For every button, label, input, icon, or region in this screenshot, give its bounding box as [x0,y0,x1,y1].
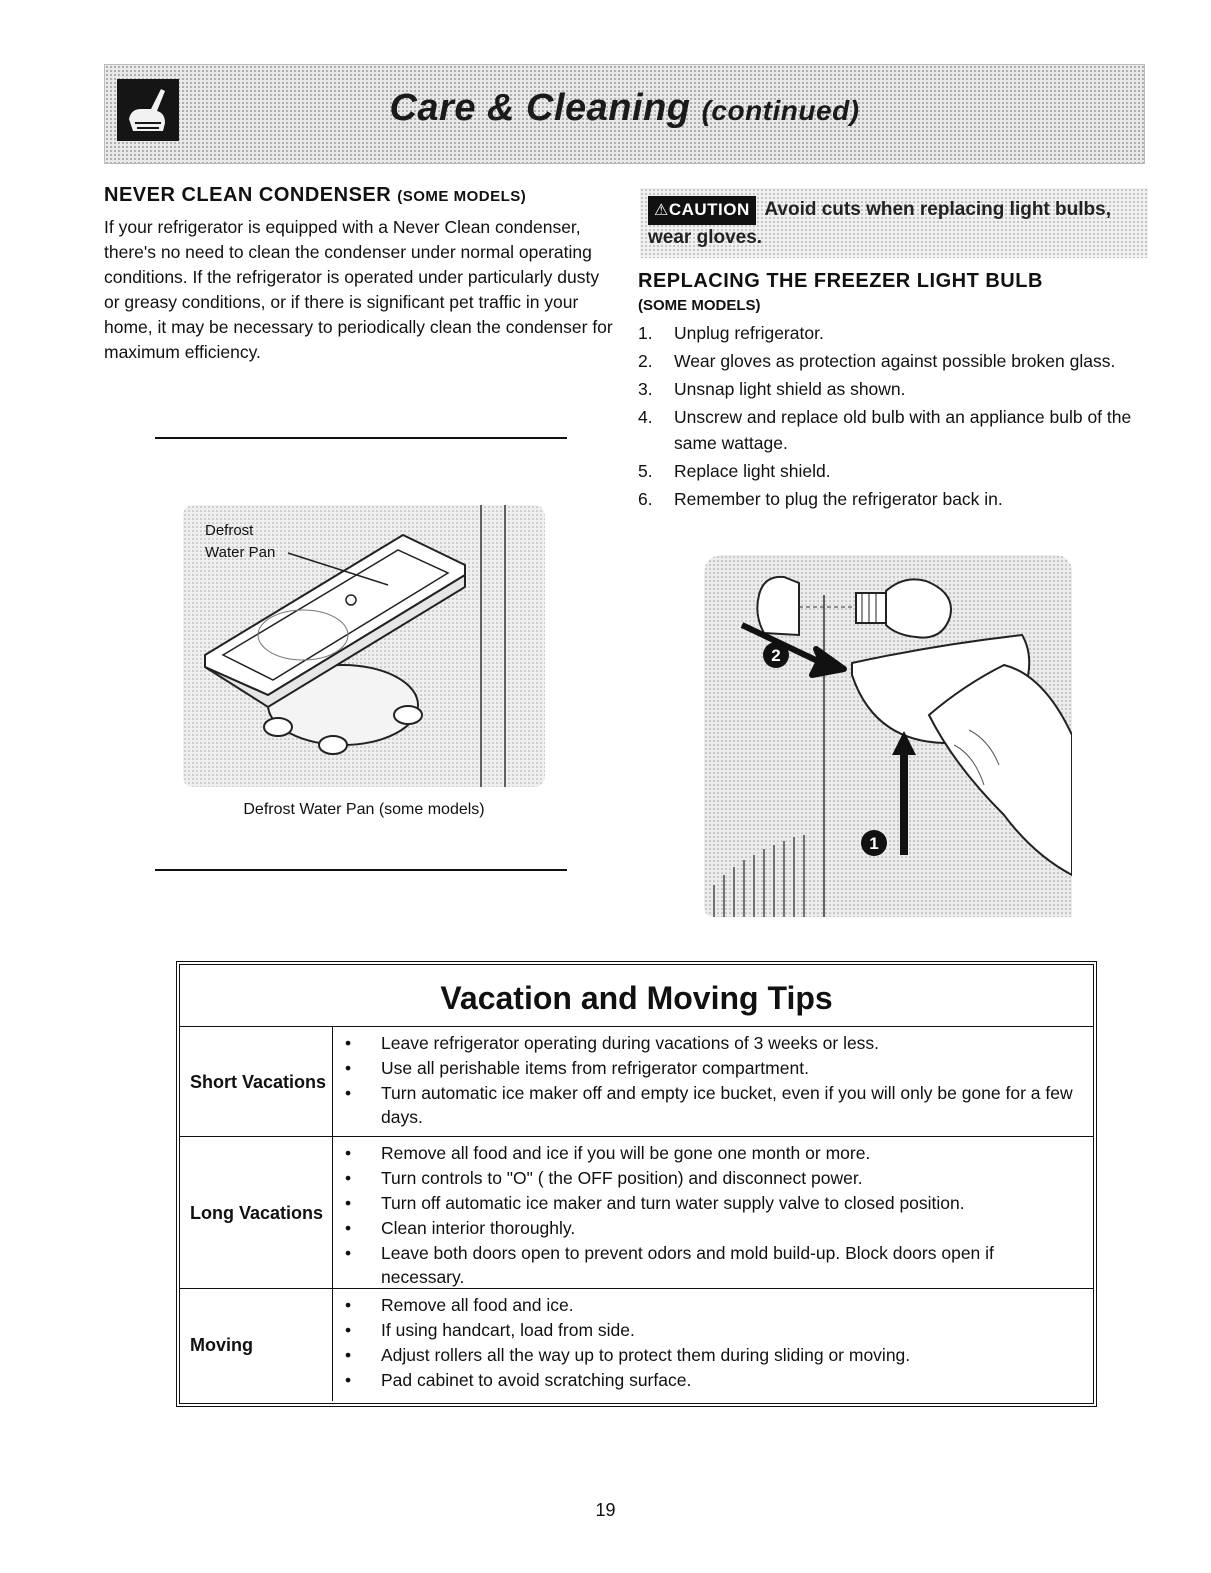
page-title-main: Care & Cleaning [389,87,691,129]
step-number: 3. [638,379,653,399]
page-title-subtitle: (continued) [701,95,860,126]
list-item [343,1081,1081,1129]
bullet-icon: • [345,1058,352,1078]
step-text: Unsnap light shield as shown. [674,379,906,399]
step-number: 5. [638,461,653,481]
list-item [343,1343,1081,1367]
list-item [343,1216,1081,1240]
step-number: 4. [638,407,653,427]
pan-label-line2: Water Pan [205,544,276,561]
list-item [343,1166,1081,1190]
step-item [638,486,1148,512]
tip-text: Turn off automatic ice maker and turn water supply valve to closed position. [381,1193,965,1213]
figure-marker-2: 2 [771,646,781,665]
bullet-icon: • [345,1143,352,1163]
condenser-heading-main: NEVER CLEAN CONDENSER [104,184,392,206]
light-bulb-replacement-illustration [704,555,1072,917]
step-number: 1. [638,323,653,343]
caution-box [640,188,1148,258]
warning-triangle-icon: ⚠ [654,202,669,219]
caution-badge-text: CAUTION [668,200,750,219]
bullet-icon: • [345,1193,352,1213]
step-text: Remember to plug the refrigerator back in. [674,489,1003,509]
light-bulb-section [638,270,1148,514]
list-item [343,1031,1081,1055]
bullet-icon: • [345,1370,352,1390]
condenser-heading-small: (SOME MODELS) [397,188,527,205]
row-tips-list [333,1137,1093,1288]
tip-text: Turn automatic ice maker off and empty ice bucket, even if you will only be gone for a few days. [381,1083,1073,1127]
bullet-icon: • [345,1345,352,1365]
bullet-icon: • [345,1033,352,1053]
tip-text: Pad cabinet to avoid scratching surface. [381,1370,692,1390]
pan-label-line1: Defrost [205,522,254,539]
bullet-icon: • [345,1218,352,1238]
step-text: Unplug refrigerator. [674,323,824,343]
tip-text: If using handcart, load from side. [381,1320,635,1340]
list-item [343,1056,1081,1080]
table-row-short-vacations [180,1027,1093,1137]
condenser-section [104,184,614,365]
tip-text: Remove all food and ice. [381,1295,574,1315]
step-item [638,348,1148,374]
divider-rule-bottom [155,869,567,871]
list-item [343,1293,1081,1317]
row-label: Short Vacations [180,1027,333,1136]
bullet-icon: • [345,1168,352,1188]
caution-badge [648,196,756,225]
bullet-icon: • [345,1083,352,1103]
step-number: 6. [638,489,653,509]
vacation-table-title: Vacation and Moving Tips [180,965,1093,1027]
bullet-icon: • [345,1320,352,1340]
page-number: 19 [595,1500,616,1520]
tip-text: Leave refrigerator operating during vacations of 3 weeks or less. [381,1033,880,1053]
tip-text: Use all perishable items from refrigerator compartment. [381,1058,809,1078]
pan-figure-caption: Defrost Water Pan (some models) [243,801,485,818]
tip-text: Remove all food and ice if you will be gone one month or more. [381,1143,871,1163]
divider-rule-top [155,437,567,439]
step-text: Unscrew and replace old bulb with an appliance bulb of the same wattage. [674,407,1132,453]
light-bulb-heading: REPLACING THE FREEZER LIGHT BULB [638,270,1043,292]
table-row-long-vacations [180,1137,1093,1289]
condenser-heading [104,184,614,207]
condenser-paragraph: If your refrigerator is equipped with a Never Clean condenser, there's no need to clean the condenser under normal operating conditions. If the refrigerator is operated under particularly dusty or greasy conditions, or if there is significant pet traffic in your home, it may be necessary to periodically clean the condenser for maximum efficiency. [104,217,613,362]
row-tips-list [333,1289,1093,1401]
caution-text: Avoid cuts when replacing light bulbs, wear gloves. [648,199,1111,248]
defrost-water-pan-illustration [183,505,545,787]
step-item [638,320,1148,346]
row-label: Long Vacations [180,1137,333,1288]
table-row-moving [180,1289,1093,1401]
bullet-icon: • [345,1295,352,1315]
tip-text: Adjust rollers all the way up to protect them during sliding or moving. [381,1345,911,1365]
list-item [343,1241,1081,1289]
light-bulb-subheading: (SOME MODELS) [638,297,761,314]
light-bulb-steps [638,320,1148,512]
step-item [638,376,1148,402]
vacation-moving-tips-table [176,961,1097,1407]
list-item [343,1368,1081,1392]
row-tips-list [333,1027,1093,1136]
tip-text: Leave both doors open to prevent odors and mold build-up. Block doors open if necessary. [381,1243,994,1287]
page-title [105,87,1144,130]
bullet-icon: • [345,1243,352,1263]
figure-marker-1: 1 [869,834,879,853]
step-number: 2. [638,351,653,371]
list-item [343,1318,1081,1342]
step-item [638,458,1148,484]
step-text: Wear gloves as protection against possible broken glass. [674,351,1116,371]
tip-text: Turn controls to "O" ( the OFF position) and disconnect power. [381,1168,863,1188]
tip-text: Clean interior thoroughly. [381,1218,576,1238]
row-label: Moving [180,1289,333,1401]
list-item [343,1141,1081,1165]
step-item [638,404,1148,456]
page-header-banner [104,64,1145,164]
list-item [343,1191,1081,1215]
step-text: Replace light shield. [674,461,831,481]
